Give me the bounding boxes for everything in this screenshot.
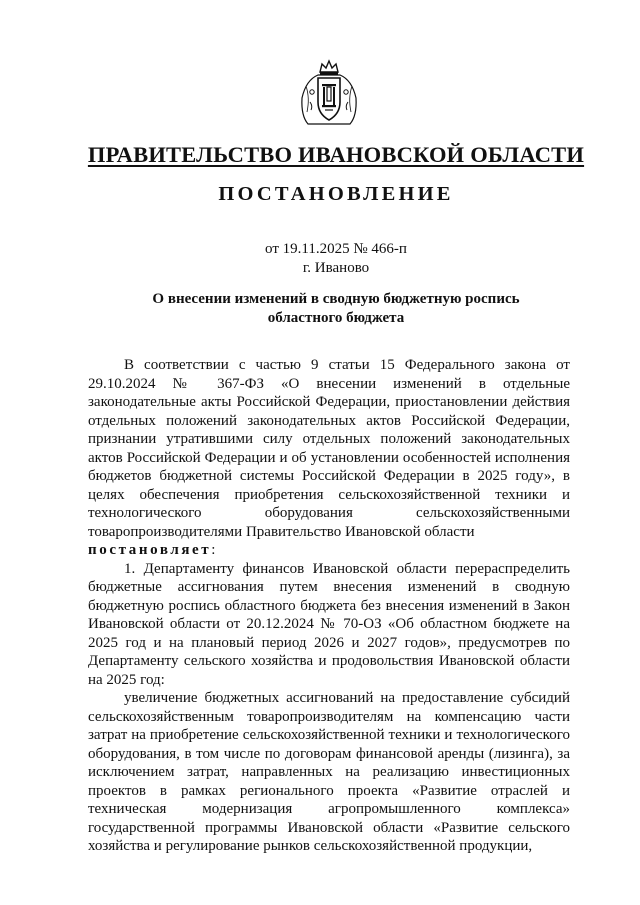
organization-title: ПРАВИТЕЛЬСТВО ИВАНОВСКОЙ ОБЛАСТИ — [87, 142, 585, 167]
item-1-sub-text: увеличение бюджетных ассигнований на предоставление субсидий сельскохозяйственным товаропроизводителям на компенсацию части затрат на приобретение сельскохозяйственной техники и технологического оборудования, в том числе по договорам финансовой аренды (лизинга), за исключением затрат, направленных на реализацию инвестиционных проектов в рамках регионального проекта «Развитие отраслей и техническая модернизация агропромышленного комплекса» государственной программы Ивановской области «Развитие сельского хозяйства и регулирование рынков сельскохозяйственной продукции, — [88, 690, 570, 854]
resolves-line — [88, 541, 570, 560]
item-1-paragraph — [88, 560, 570, 690]
date-and-number-block — [0, 240, 640, 278]
coat-of-arms-icon — [298, 58, 360, 128]
city: г. Иваново — [302, 260, 370, 276]
item-1-text: 1. Департаменту финансов Ивановской области перераспределить бюджетные ассигнования путем внесения изменений в сводную бюджетную роспись областного бюджета без внесения изменений в Закон Ивановской области от 20.12.2024 № 70-ОЗ «Об областном бюджете на 2025 год и на плановый период 2026 и 2027 годов», предусмотрев по Департаменту сельского хозяйства и продовольствия Ивановской области на 2025 год: — [88, 560, 570, 688]
document-subject — [0, 290, 640, 328]
item-1-sub-paragraph — [88, 689, 570, 856]
document-type: ПОСТАНОВЛЕНИЕ — [218, 183, 454, 205]
resolves-punctuation: : — [211, 542, 216, 558]
subject-line-1: О внесении изменений в сводную бюджетную роспись — [152, 291, 520, 307]
resolves-word: постановляет — [88, 542, 212, 558]
date-number: от 19.11.2025 № 466-п — [265, 241, 407, 257]
preamble-text: В соответствии с частью 9 статьи 15 Федерального закона от 29.10.2024 № 367-ФЗ «О внесении изменений в отдельные законодательные акты Российской Федерации, приостановлении действия отдельных положений законодательных актов Российской Федерации, признании утратившими силу отдельных положений законодательных актов Российской Федерации и об установлении особенностей исполнения бюджетов бюджетной системы Российской Федерации в 2025 году», в целях обеспечения приобретения сельскохозяйственной техники и технологического оборудования сельскохозяйственными товаропроизводителями Правительство Ивановской области — [88, 357, 570, 540]
document-body — [88, 356, 570, 856]
subject-line-2: областного бюджета — [267, 310, 405, 326]
preamble-paragraph — [88, 356, 570, 541]
